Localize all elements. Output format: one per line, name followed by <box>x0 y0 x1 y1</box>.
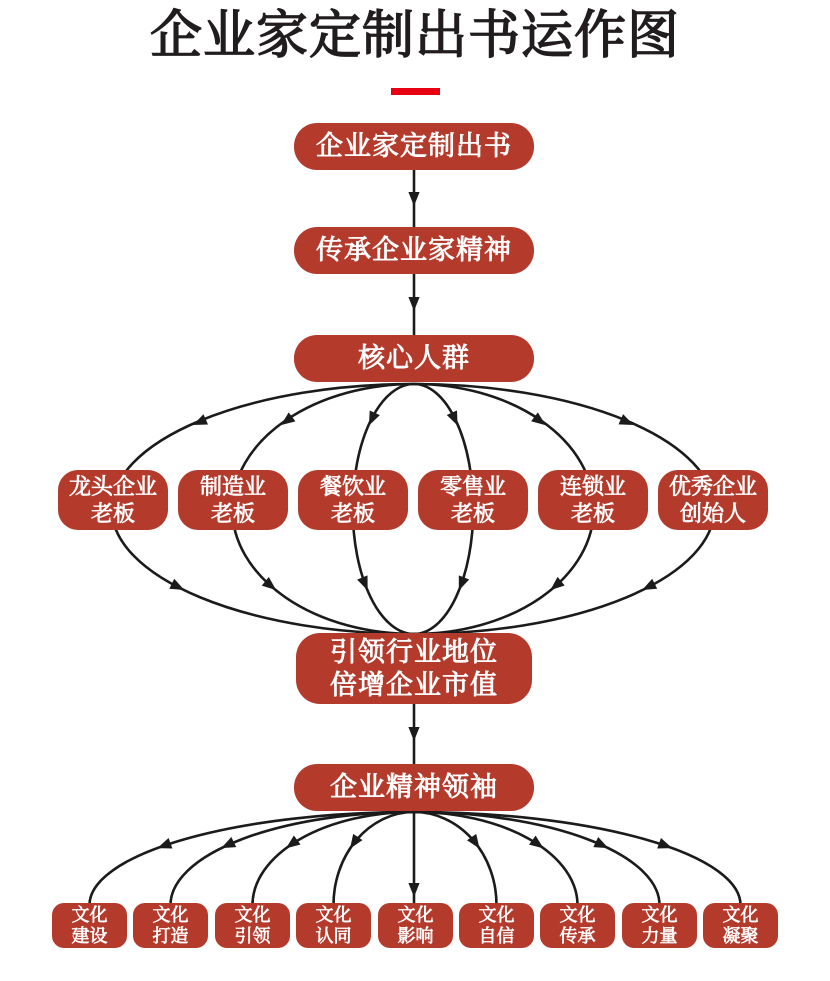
page-title: 企业家定制出书运作图 <box>149 7 680 65</box>
node-spirit-leader: 企业精神领袖 <box>294 764 534 811</box>
culture-box-confidence: 文化 自信 <box>459 903 534 948</box>
culture-box-construction: 文化 建设 <box>52 903 127 948</box>
audience-box-leading-enterprise: 龙头企业 老板 <box>58 470 168 530</box>
audience-box-founder: 优秀企业 创始人 <box>658 470 768 530</box>
audience-box-manufacturing: 制造业 老板 <box>178 470 288 530</box>
culture-box-build: 文化 打造 <box>133 903 208 948</box>
audience-box-chain: 连锁业 老板 <box>538 470 648 530</box>
audience-box-catering: 餐饮业 老板 <box>298 470 408 530</box>
node-industry-result: 引领行业地位 倍增企业市值 <box>296 633 532 704</box>
audience-box-retail: 零售业 老板 <box>418 470 528 530</box>
culture-box-cohesion: 文化 凝聚 <box>703 903 778 948</box>
node-custom-publishing: 企业家定制出书 <box>294 123 534 170</box>
culture-box-influence: 文化 影响 <box>378 903 453 948</box>
node-inherit-spirit: 传承企业家精神 <box>294 227 534 274</box>
culture-box-lead: 文化 引领 <box>215 903 290 948</box>
culture-box-heritage: 文化 传承 <box>540 903 615 948</box>
culture-box-strength: 文化 力量 <box>622 903 697 948</box>
culture-box-identity: 文化 认同 <box>296 903 371 948</box>
node-core-audience: 核心人群 <box>294 335 534 382</box>
